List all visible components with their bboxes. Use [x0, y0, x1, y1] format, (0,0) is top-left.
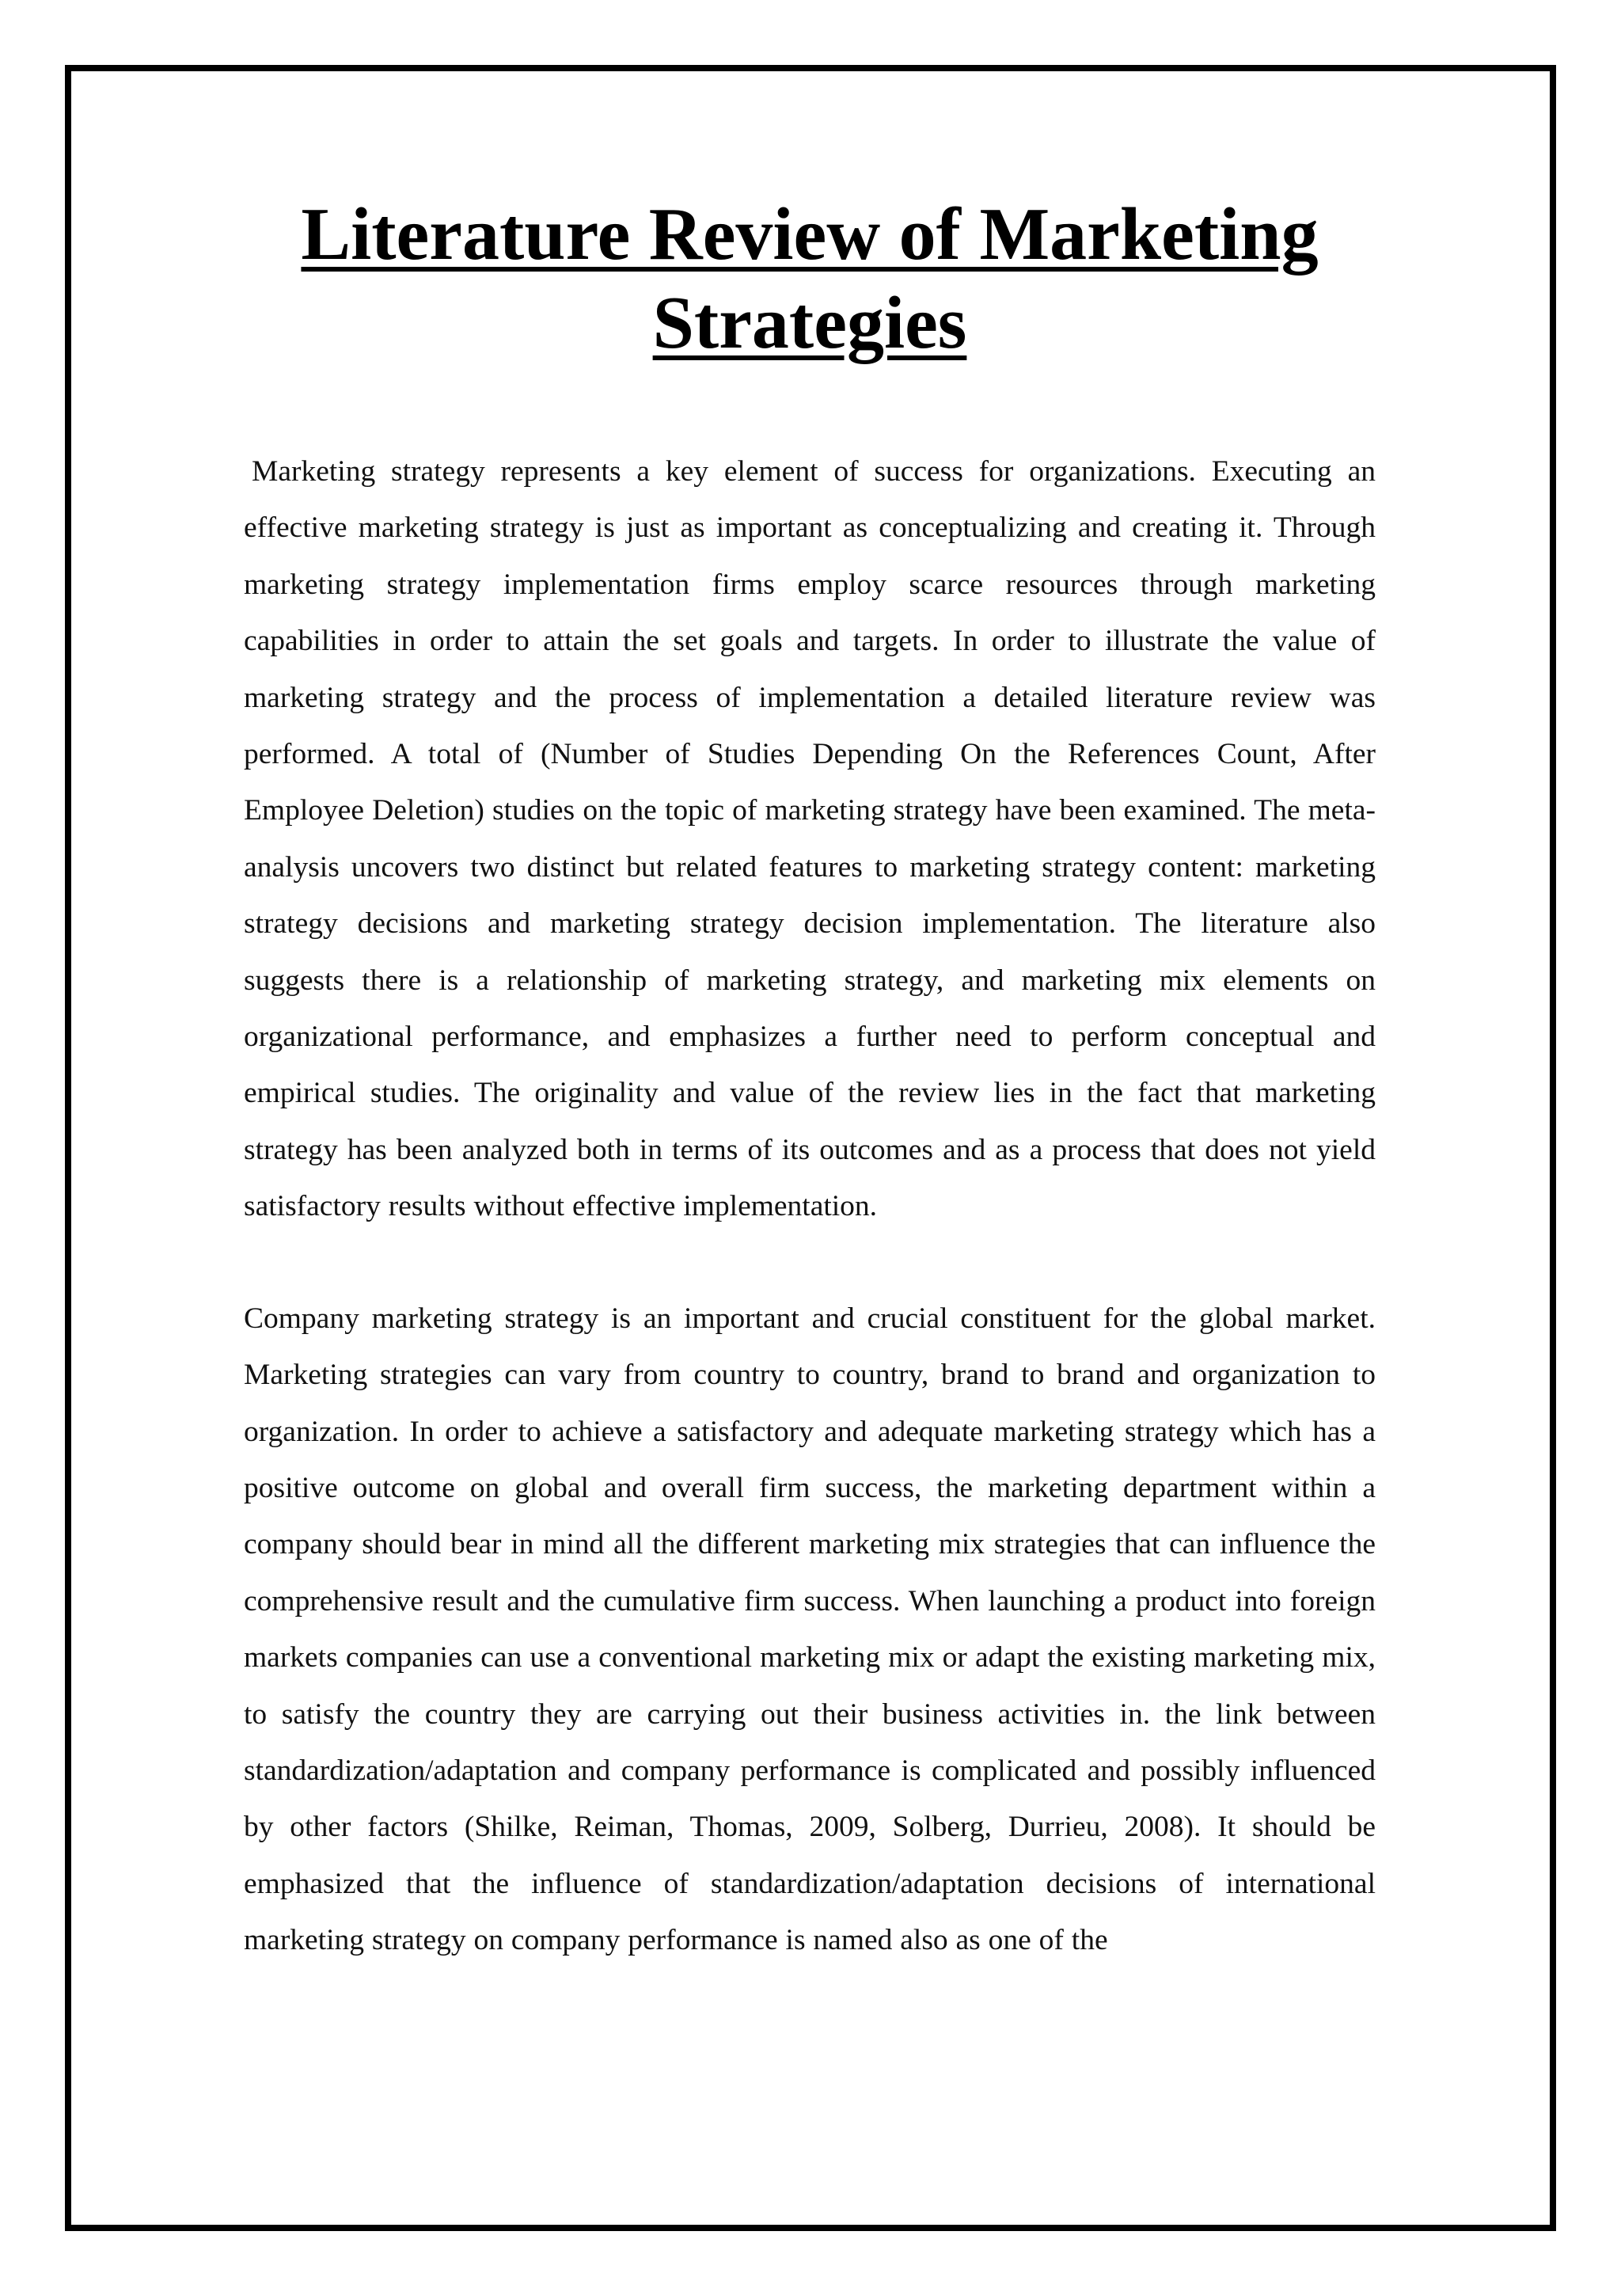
paragraph-1: Marketing strategy represents a key element of success for organizations. Executing an effective marketing strategy is just as important as conceptualizing and creating it. Through marketing strategy implementation firms employ scarce resources through marketing capabilities in order to attain the set goals and targets. In order to illustrate the value of marketing strategy and the process of implementation a detailed literature review was performed. A total of (Number of Studies Depending On the References Count, After Employee Deletion) studies on the topic of marketing strategy have been examined. The meta-analysis uncovers two distinct but related features to marketing strategy content: marketing strategy decisions and marketing strategy decision implementation. The literature also suggests there is a relationship of marketing strategy, and marketing mix elements on organizational performance, and emphasizes a further need to perform conceptual and empirical studies. The originality and value of the review lies in the fact that marketing strategy has been analyzed both in terms of its outcomes and as a process that does not yield satisfactory results without effective implementation. [244, 455, 1376, 1223]
document-body [244, 190, 1376, 1969]
title-line-1: Literature Review of Marketing [301, 193, 1319, 276]
title-line-2: Strategies [652, 282, 967, 364]
paragraph-2: Company marketing strategy is an important and crucial constituent for the global market. Marketing strategies can vary from country to country, brand to brand and organization to organization. In order to achieve a satisfactory and adequate marketing strategy which has a positive outcome on global and overall firm success, the marketing department within a company should bear in mind all the different marketing mix strategies that can influence the comprehensive result and the cumulative firm success. When launching a product into foreign markets companies can use a conventional marketing mix or adapt the existing marketing mix, to satisfy the country they are carrying out their business activities in. the link between standardization/adaptation and company performance is complicated and possibly influenced by other factors (Shilke, Reiman, Thomas, 2009, Solberg, Durrieu, 2008). It should be emphasized that the influence of standardization/adaptation decisions of international marketing strategy on company performance is named also as one of the [244, 1302, 1376, 1957]
page-title [244, 190, 1376, 367]
